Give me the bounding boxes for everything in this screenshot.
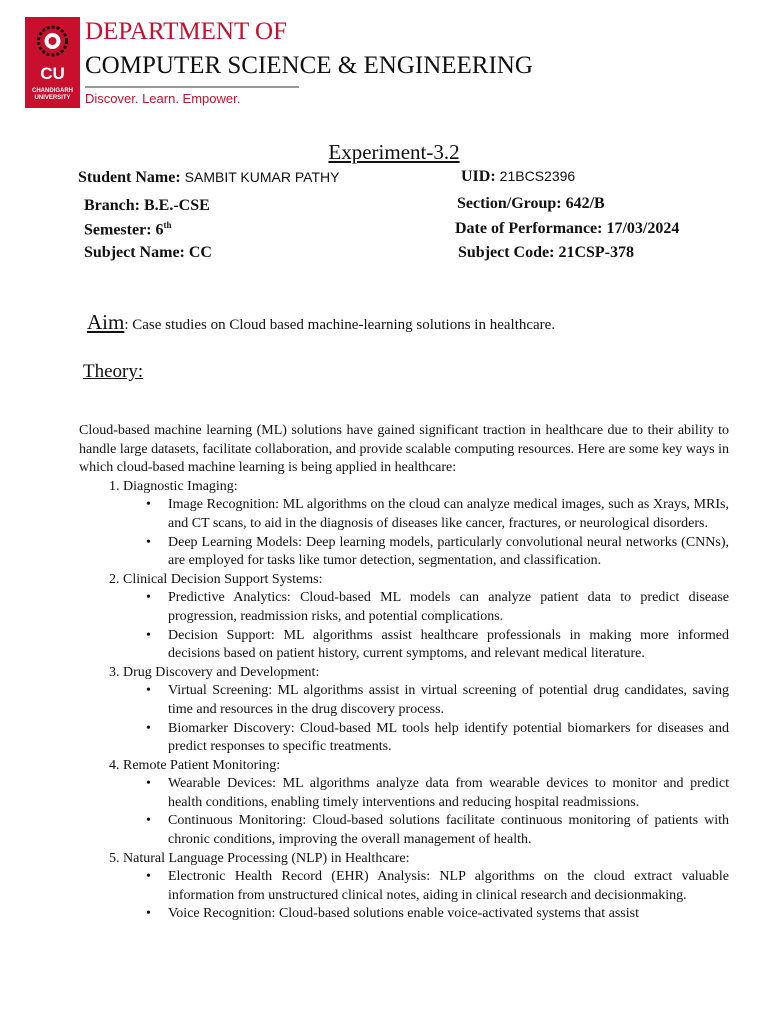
department-line-1: DEPARTMENT OF	[85, 18, 288, 45]
semester	[84, 220, 172, 239]
logo-subtext: CHANDIGARH UNIVERSITY	[32, 88, 73, 101]
theory-heading: Theory:	[83, 361, 144, 382]
theory-intro: Cloud-based machine learning (ML) solutions have gained significant traction in healthcare due to their ability to handle large datasets, facilitate collaboration, and provide scalable computing resources. Here are some key ways in which cloud-based machine learning is being applied in healthcare:	[79, 423, 729, 476]
branch: Branch: B.E.-CSE	[84, 197, 210, 214]
bullet-item: • Biomarker Discovery: Cloud-based ML tools help identify potential biomarkers for diseases and predict responses to specific treatments.	[168, 720, 729, 757]
uid-value: 21BCS2396	[499, 168, 576, 184]
list-item	[123, 664, 729, 757]
list-item-title: Natural Language Processing (NLP) in Healthcare:	[123, 850, 410, 866]
subject-name: Subject Name: CC	[84, 244, 212, 261]
list-item-title: Diagnostic Imaging:	[123, 478, 238, 494]
header-divider	[85, 86, 299, 88]
tagline: Discover. Learn. Empower.	[85, 91, 241, 106]
semester-suffix: th	[163, 220, 172, 230]
subject-code: Subject Code: 21CSP-378	[458, 244, 634, 261]
bullet-item: • Image Recognition: ML algorithms on the cloud can analyze medical images, such as Xrays, MRIs, and CT scans, to aid in the diagnosis of diseases like cancer, fractures, or neurological disorders.	[168, 496, 729, 533]
list-item	[123, 571, 729, 664]
logo-text: CU	[40, 64, 65, 83]
list-item	[123, 850, 729, 924]
uid-row	[461, 168, 575, 186]
theory-body	[79, 422, 729, 924]
aim-heading: Aim	[87, 310, 125, 334]
bullet-item: • Wearable Devices: ML algorithms analyze data from wearable devices to monitor and predict health conditions, enabling timely interventions and reducing hospital readmissions.	[168, 775, 729, 812]
list-item	[123, 757, 729, 850]
aim-section	[87, 310, 555, 335]
date-of-performance: Date of Performance: 17/03/2024	[455, 220, 680, 237]
list-item	[123, 478, 729, 571]
student-name-label: Student Name:	[78, 169, 181, 186]
department-line-2: COMPUTER SCIENCE & ENGINEERING	[85, 52, 533, 79]
bullet-item: • Deep Learning Models: Deep learning models, particularly convolutional neural networks (CNNs), are employed for tasks like tumor detection, segmentation, and classification.	[168, 534, 729, 571]
section-group: Section/Group: 642/B	[457, 195, 605, 212]
university-logo	[25, 17, 80, 108]
list-item-title: Remote Patient Monitoring:	[123, 757, 281, 773]
list-item-title: Clinical Decision Support Systems:	[123, 571, 323, 587]
application-list	[79, 478, 729, 924]
bullet-item: • Continuous Monitoring: Cloud-based solutions facilitate continuous monitoring of patients with chronic conditions, improving the overall management of health.	[168, 812, 729, 849]
bullet-item: • Voice Recognition: Cloud-based solutions enable voice-activated systems that assist	[168, 905, 729, 924]
bullet-item: • Virtual Screening: ML algorithms assist in virtual screening of potential drug candidates, saving time and resources in the drug discovery process.	[168, 682, 729, 719]
bullet-item: • Decision Support: ML algorithms assist healthcare professionals in making more informed decisions based on patient history, current symptoms, and relevant medical literature.	[168, 627, 729, 664]
list-item-title: Drug Discovery and Development:	[123, 664, 320, 680]
bullet-item: • Electronic Health Record (EHR) Analysis: NLP algorithms on the cloud extract valuable information from unstructured clinical notes, aiding in clinical research and decisionmaking.	[168, 868, 729, 905]
aim-text: : Case studies on Cloud based machine-learning solutions in healthcare.	[124, 317, 556, 333]
student-name-value: SAMBIT KUMAR PATHY	[184, 169, 340, 185]
bullet-item: • Predictive Analytics: Cloud-based ML models can analyze patient data to predict disease progression, readmission risks, and potential complications.	[168, 589, 729, 626]
student-name-row	[78, 169, 339, 187]
experiment-title: Experiment-3.2	[328, 140, 460, 164]
semester-text: Semester: 6	[84, 221, 164, 239]
emblem-icon	[25, 19, 80, 65]
uid-label: UID:	[461, 168, 496, 185]
